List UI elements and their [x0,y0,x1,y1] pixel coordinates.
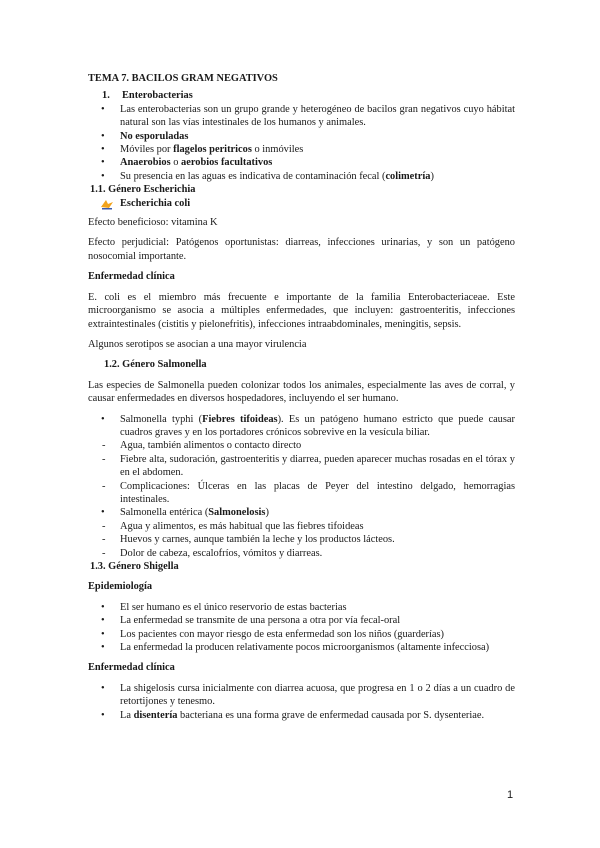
enterica-dash-list [88,520,515,560]
shigella-clinical-list [88,682,515,722]
document-page [88,72,515,722]
typhi-dash-list [88,439,515,506]
subsection-heading-salmonella: 1.2. Género Salmonella [104,359,207,371]
salmonella-bullet-list [88,413,515,440]
list-item: - Agua y alimentos, es más habitual que las fiebres tifoideas [102,520,364,532]
list-item: • Anaerobios o aerobios facultativos [101,157,273,169]
list-item: - Huevos y carnes, aunque también la leche y los productos lácteos. [102,534,395,546]
list-item: • No esporuladas [101,130,189,142]
ecoli-harm-text: Efecto perjudicial: Patógenos oportunistas: diarreas, infecciones urinarias, y son un patógeno nosocomial importante. [88,237,515,262]
salmonella-intro-text: Las especies de Salmonella pueden colonizar todos los animales, especialmente las aves de corral, y causar enfermedades en diversos hospedadores, incluyendo el ser humano. [88,379,515,405]
bullet-icon: • [101,103,105,115]
bullet-icon: • [101,507,105,519]
list-item: - Fiebre alta, sudoración, gastroenteritis y diarrea, pueden aparecer muchas rosadas en el tórax y en el abdomen. [102,453,515,479]
bullet-icon: • [101,709,105,721]
epidemiology-bullet-list [88,601,515,655]
bullet-icon: • [101,628,105,640]
salmonella-enterica-list [88,506,515,519]
list-item: • Los pacientes con mayor riesgo de esta enfermedad son los niños (guarderías) [101,628,445,640]
page-number: 1 [507,789,514,801]
document-title: TEMA 7. BACILOS GRAM NEGATIVOS [88,73,278,84]
list-item: • Móviles por flagelos peritricos o inmóviles [101,144,304,156]
section-heading-enterobacterias: 1. Enterobacterias [102,90,193,102]
bullet-icon: • [101,682,105,694]
clinical-heading-shigella: Enfermedad clínica [88,662,175,674]
list-item: • La enfermedad se transmite de una persona a otra por vía fecal-oral [101,615,401,627]
subsection-heading-escherichia: 1.1. Género Escherichia [90,184,196,196]
clinical-heading-ecoli: Enfermedad clínica [88,271,175,283]
bullet-icon: • [101,144,105,156]
list-item: • Salmonella typhi (Fiebres tifoideas). Es un patógeno humano estricto que puede causar cuadros graves y en los portadores crónicos sobrevive en la vesícula biliar. [101,413,515,438]
bullet-icon: • [101,615,105,627]
epidemiology-heading: Epidemiología [88,581,153,593]
star-bullet-icon [100,198,114,210]
list-item: - Complicaciones: Úlceras en las placas de Peyer del intestino delgado, hemorragias intestinales. [102,480,515,505]
bullet-icon: • [101,170,105,182]
enterobacteria-bullet-list [88,103,515,183]
subsection-heading-shigella: 1.3. Género Shigella [90,561,179,572]
bullet-icon: • [101,601,105,613]
list-item: - Dolor de cabeza, escalofríos, vómitos y diarreas. [102,547,323,559]
list-item: - Agua, también alimentos o contacto directo [102,440,302,452]
list-item: • Su presencia en las aguas es indicativa de contaminación fecal (colimetría) [101,170,434,182]
species-heading-ecoli: Escherichia coli [88,197,515,210]
list-item: • La shigelosis cursa inicialmente con diarrea acuosa, que progresa en 1 o 2 días a un cuadro de retortijones y tenesmo. [101,682,515,708]
ecoli-serotypes-text: Algunos serotipos se asocian a una mayor virulencia [88,338,307,350]
list-item: • Las enterobacterias son un grupo grande y heterogéneo de bacilos gran negativos cuyo hábitat natural son las vías intestinales de los humanos y animales. [101,103,515,129]
list-item: • La disentería bacteriana es una forma grave de enfermedad causada por S. dysenteriae. [101,709,485,721]
bullet-icon: • [101,413,105,425]
bullet-icon: • [101,642,105,654]
list-item: • El ser humano es el único reservorio de estas bacterias [101,601,347,613]
ecoli-clinical-text: E. coli es el miembro más frecuente e importante de la familia Enterobacteriaceae. Este microorganismo se asocia a múltiples enfermedades, que incluyen: gastroenteritis, infecciones extraintestinales (cistitis y pielonefritis), infecciones intraabdominales, meningitis, sepsis. [88,291,515,330]
list-item: • La enfermedad la producen relativamente pocos microorganismos (altamente infecciosa) [101,642,490,654]
list-item: • Salmonella entérica (Salmonelosis) [101,507,269,519]
ecoli-benefit-text: Efecto beneficioso: vitamina K [88,217,218,229]
bullet-icon: • [101,130,105,142]
bullet-icon: • [101,157,105,169]
